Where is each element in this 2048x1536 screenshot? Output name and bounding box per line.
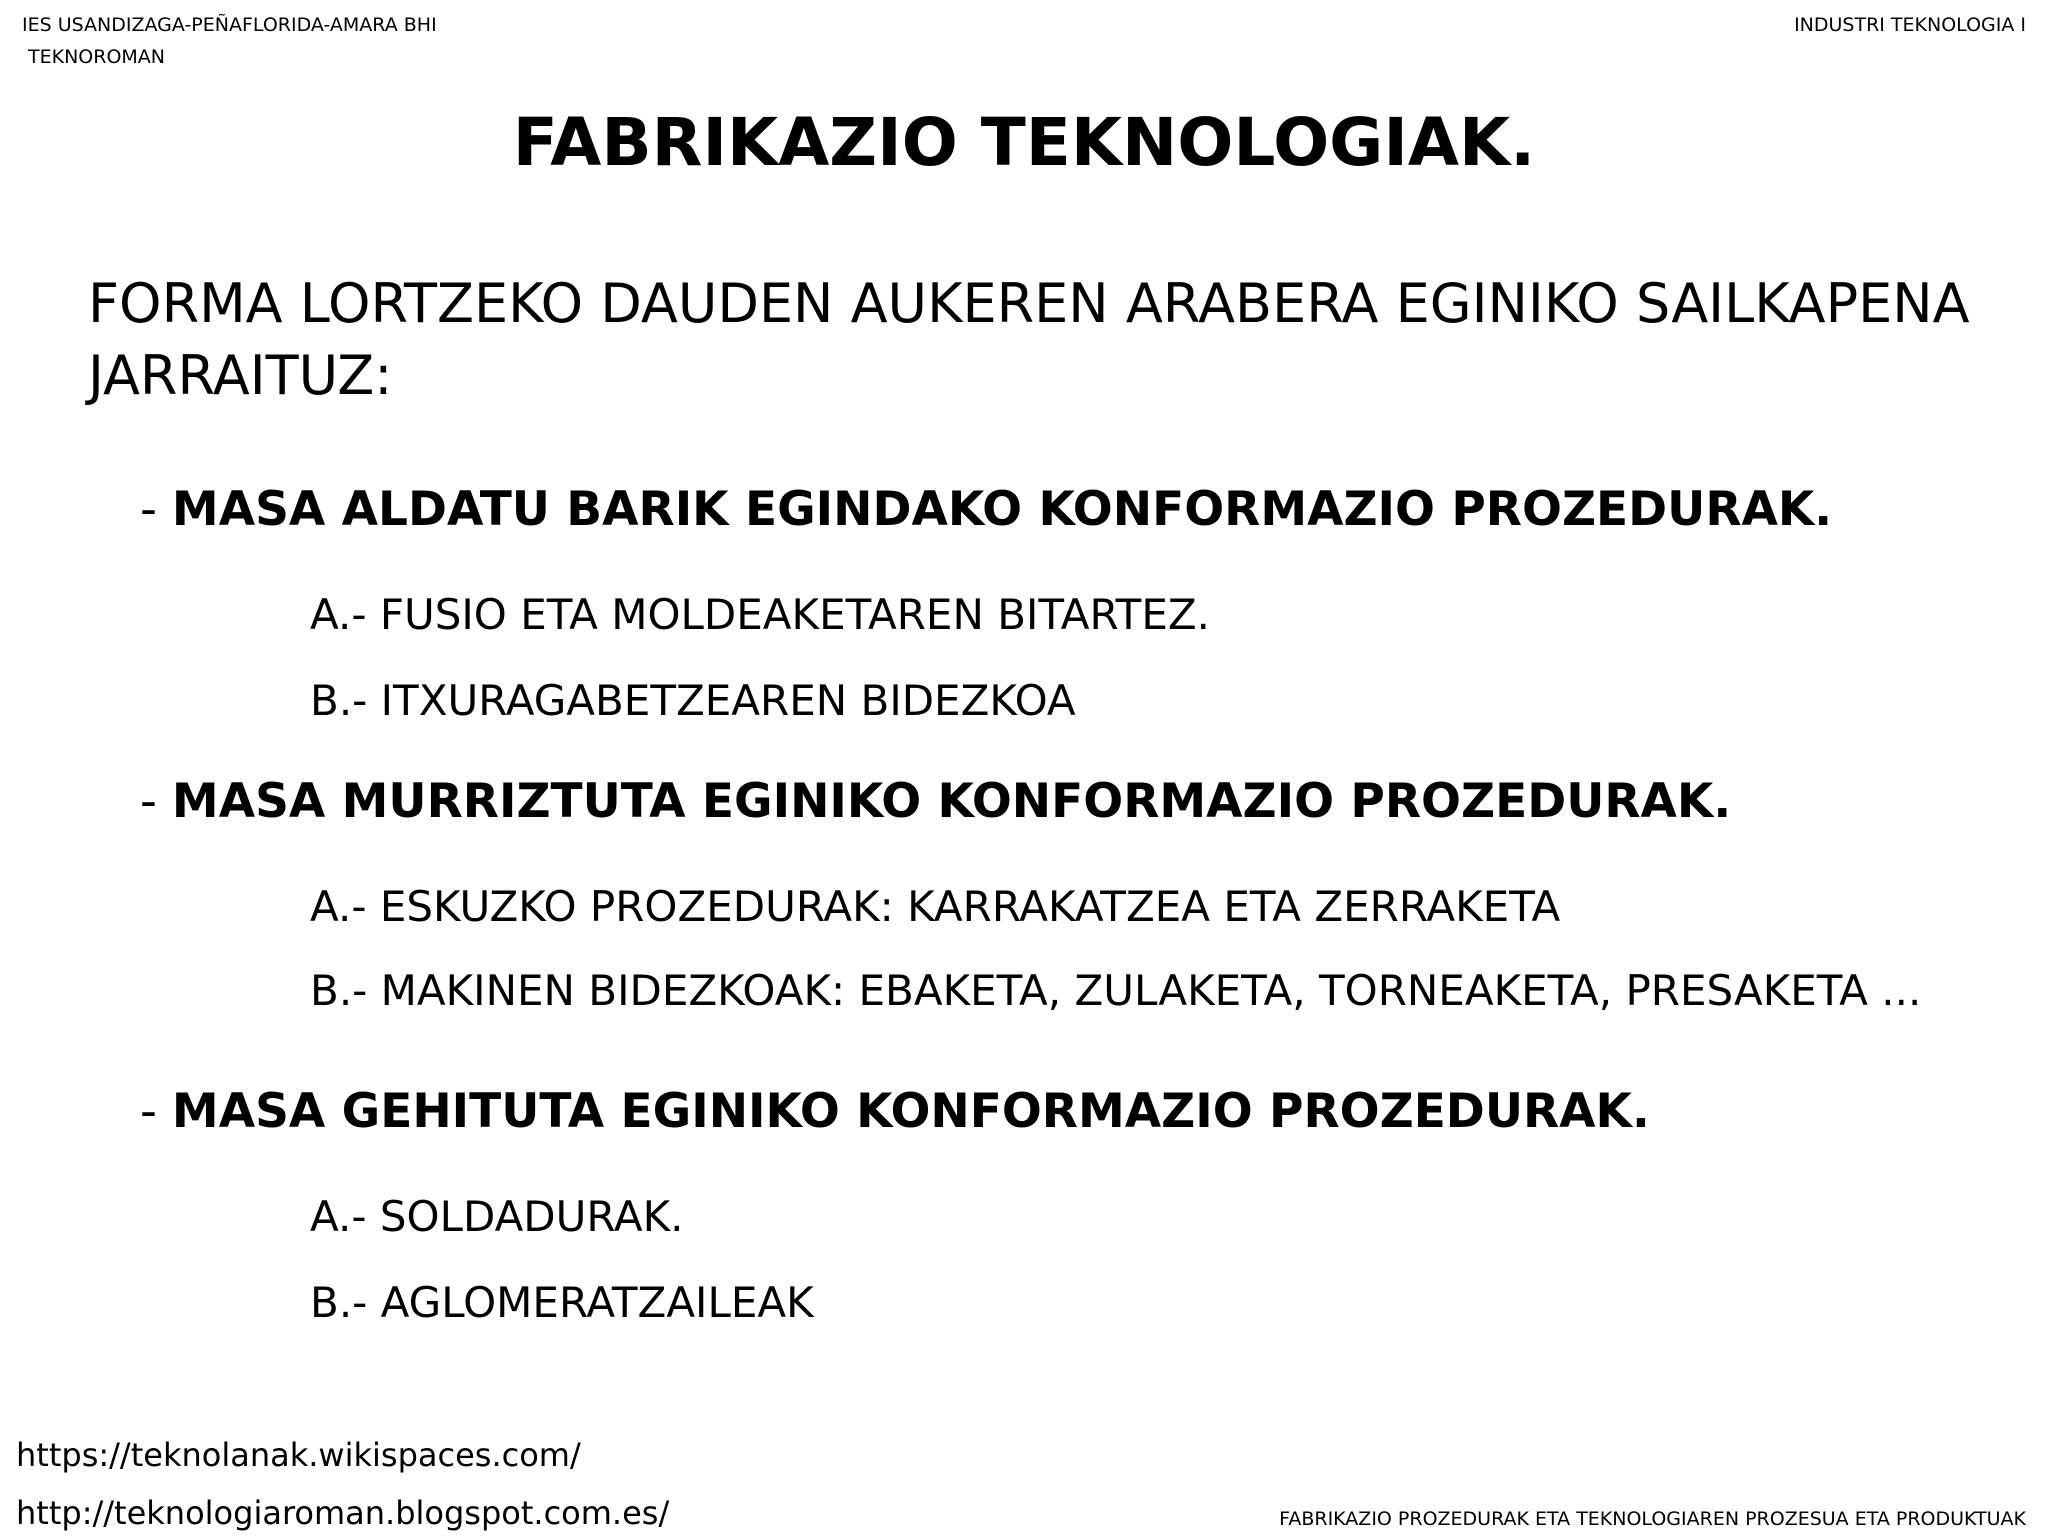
section-heading-3 xyxy=(140,1084,1650,1139)
section-2-item-a: A.- ESKUZKO PROZEDURAK: KARRAKATZEA ETA ZERRAKETA xyxy=(310,882,1561,931)
footer-link-blogspot[interactable]: http://teknologiaroman.blogspot.com.es/ xyxy=(16,1494,670,1532)
section-3-item-b: B.- AGLOMERATZAILEAK xyxy=(310,1278,814,1327)
section-dash: - xyxy=(140,482,157,537)
page-title: FABRIKAZIO TEKNOLOGIAK. xyxy=(512,104,1536,181)
section-2-item-b: B.- MAKINEN BIDEZKOAK: EBAKETA, ZULAKETA, TORNEAKETA, PRESAKETA ... xyxy=(310,966,1922,1015)
header-brand: TEKNOROMAN xyxy=(28,46,165,68)
section-3-item-a: A.- SOLDADURAK. xyxy=(310,1192,684,1241)
footer-link-wikispaces[interactable]: https://teknolanak.wikispaces.com/ xyxy=(16,1436,581,1474)
header-school: IES USANDIZAGA-PEÑAFLORIDA-AMARA BHI xyxy=(22,14,437,36)
intro-line-2: JARRAITUZ: xyxy=(88,344,393,407)
section-1-item-b: B.- ITXURAGABETZEAREN BIDEZKOA xyxy=(310,676,1076,725)
intro-line-1: FORMA LORTZEKO DAUDEN AUKEREN ARABERA EGINIKO SAILKAPENA xyxy=(88,272,1970,335)
section-heading-text: MASA ALDATU BARIK EGINDAKO KONFORMAZIO PROZEDURAK. xyxy=(171,482,1833,537)
header-course: INDUSTRI TEKNOLOGIA I xyxy=(1794,14,2026,36)
section-1-item-a: A.- FUSIO ETA MOLDEAKETAREN BITARTEZ. xyxy=(310,590,1210,639)
footer-topic: FABRIKAZIO PROZEDURAK ETA TEKNOLOGIAREN PROZESUA ETA PRODUKTUAK xyxy=(1279,1508,2026,1530)
section-dash: - xyxy=(140,774,157,829)
section-dash: - xyxy=(140,1084,157,1139)
section-heading-1 xyxy=(140,482,1832,537)
section-heading-text: MASA GEHITUTA EGINIKO KONFORMAZIO PROZEDURAK. xyxy=(171,1084,1650,1139)
section-heading-text: MASA MURRIZTUTA EGINIKO KONFORMAZIO PROZEDURAK. xyxy=(171,774,1732,829)
section-heading-2 xyxy=(140,774,1731,829)
